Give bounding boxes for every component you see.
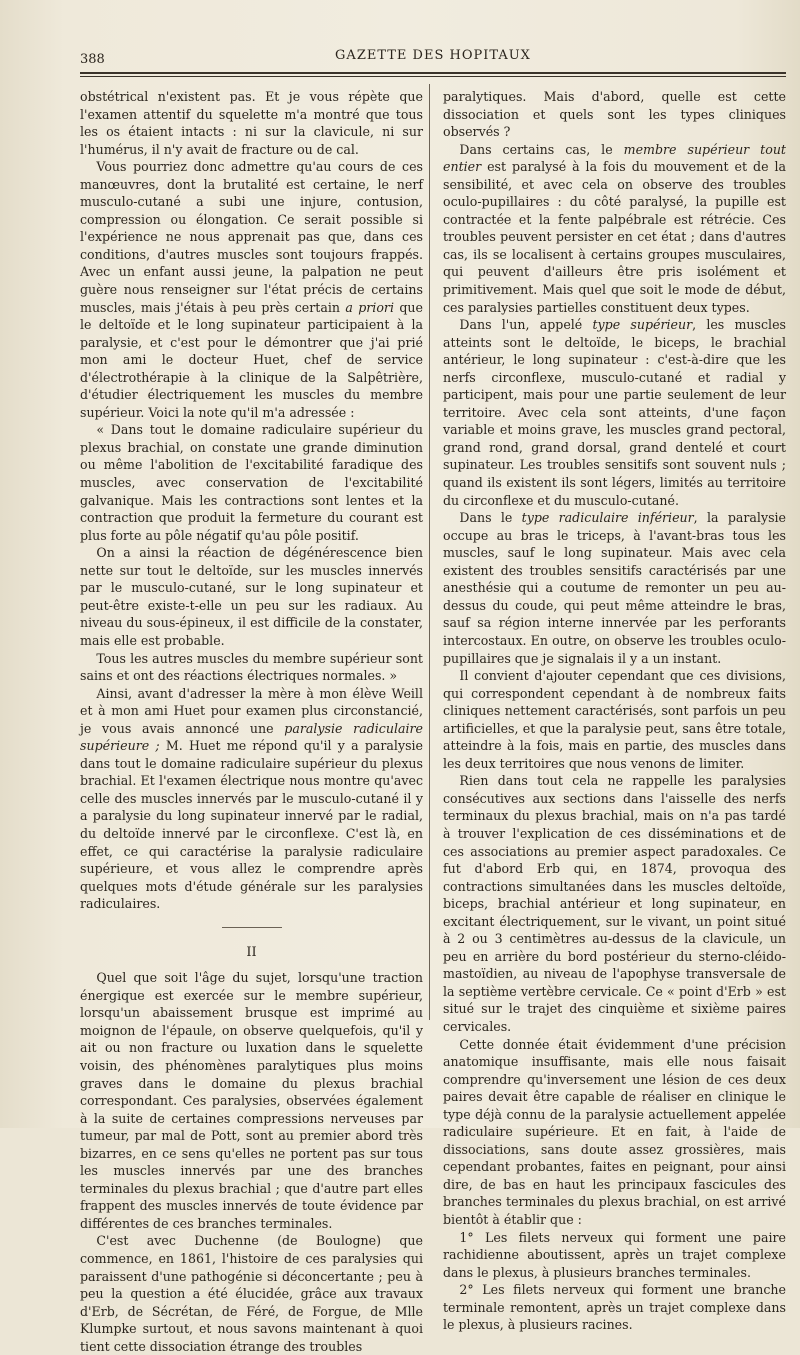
text-run: Dans le	[459, 510, 522, 526]
section-number: II	[246, 944, 257, 960]
left-column	[80, 88, 423, 1355]
quote-paragraph: « Dans tout le domaine radiculaire supérieur du plexus brachial, on constate une grande diminution ou même l'abolition de l'excitabilité faradique des muscles, avec conservation de l'excitabilité galvanique. Mais les contractions sont lentes et la contraction que produit la fermeture du courant est plus forte au pôle négatif qu'au pôle positif.	[80, 422, 423, 543]
paragraph: Quel que soit l'âge du sujet, lorsqu'une traction énergique est exercée sur le membre supérieur, lorsqu'un abaissement brusque est imprimé au moignon de l'épaule, on observe quelquefois, qu'il y ait ou non fracture ou luxation dans le squelette voisin, des phénomènes paralytiques plus moins graves dans le domaine du plexus brachial correspondant. Ces paralysies, observées également à la suite de certaines compressions nerveuses par tumeur, par mal de Pott, sont au premier abord très bizarres, en ce sens qu'elles ne portent pas sur tous les muscles innervés par une des branches terminales du plexus brachial ; que d'autre part elles frappent des muscles innervés de toute évidence par différentes de ces branches terminales.	[80, 970, 423, 1231]
paragraph: paralytiques. Mais d'abord, quelle est cette dissociation et quels sont les types cliniques observés ?	[443, 89, 786, 140]
list-paragraph: 2° Les filets nerveux qui forment une branche terminale remontent, après un trajet complexe dans le plexus, à plusieurs racines.	[443, 1282, 786, 1333]
text-run: Dans l'un, appelé	[459, 317, 593, 333]
italic-run: a priori	[345, 299, 394, 315]
paragraph: Rien dans tout cela ne rappelle les paralysies consécutives aux sections dans l'aisselle des nerfs terminaux du plexus brachial, mais on n'a pas tardé à trouver l'explication de ces disséminations et de ces associations au premier aspect paradoxales. Ce fut d'abord Erb qui, en 1874, provoqua des contractions simultanées dans les muscles deltoïde, biceps, brachial antérieur et long supinateur, en excitant électriquement, sur le vivant, un point situé à 2 ou 3 centimètres au-dessus de la clavicule, un peu en arrière du bord postérieur du sterno-cléido-mastoïdien, au niveau de l'apophyse transversale de la septième vertèbre cervicale. Ce « point d'Erb » est situé sur le trajet des cinquième et sixième paires cervicales.	[443, 773, 786, 1034]
text-run: M. Huet me répond qu'il y a paralysie dans tout le domaine radiculaire supérieur du plexus brachial. Et l'examen électrique nous montre qu'avec celle des muscles innervés par le musculo-cutané il y a paralysie du long supinateur innervé par le radial, du deltoïde innervé par le circonflexe. C'est là, en effet, ce qui caractérise la paralysie radiculaire supérieure, et vous allez le comprendre après quelques mots d'étude générale sur les paralysies radiculaires.	[80, 738, 424, 912]
italic-run: type supérieur	[592, 317, 693, 333]
quote-paragraph: Tous les autres muscles du membre supérieur sont sains et ont des réactions électriques normales. »	[80, 650, 423, 684]
italic-run: membre supérieur tout entier	[443, 141, 786, 175]
header-rule-thin	[80, 76, 786, 77]
paragraph: Cette donnée était évidemment d'une précision anatomique insuffisante, mais elle nous faisait comprendre qu'inversement une lésion de ces deux paires devait être capable de réaliser en clinique le type déjà connu de la paralysie actuellement appelée radiculaire supérieure. Et en fait, à l'aide de dissociations, sans doute assez grossières, mais cependant probantes, faites en peignant, pour ainsi dire, de bas en haut les principaux fascicules des branches terminales du plexus brachial, on est arrivé bientôt à établir que :	[443, 1036, 786, 1227]
paragraph: C'est avec Duchenne (de Boulogne) que commence, en 1861, l'histoire de ces paralysies qui paraissent d'une pathogénie si déconcertante ; peu à peu la question a été élucidée, grâce aux travaux d'Erb, de Sécrétan, de Féré, de Forgue, de Mlle Klumpke surtout, et nous savons maintenant à quoi tient cette dissociation étrange des troubles	[80, 1233, 423, 1354]
section-separator	[222, 927, 282, 928]
header-rule	[80, 72, 786, 74]
paragraph	[443, 141, 786, 316]
page-number: 388	[80, 52, 105, 67]
column-divider	[429, 84, 430, 1020]
list-paragraph: 1° Les filets nerveux qui forment une paire rachidienne aboutissent, après un trajet complexe dans le plexus, à plusieurs branches terminales.	[443, 1229, 786, 1280]
running-title: GAZETTE DES HOPITAUX	[335, 48, 531, 63]
text-run: Ainsi, avant d'adresser la mère à mon élève Weill et à mon ami Huet pour examen plus circonstancié, je vous avais annoncé une	[80, 685, 423, 736]
paragraph: obstétrical n'existent pas. Et je vous répète que l'examen attentif du squelette m'a montré que tous les os étaient intacts : ni sur la clavicule, ni sur l'humérus, il n'y avait de fracture ou de cal.	[80, 89, 423, 157]
text-run: , la paralysie occupe au bras le triceps, à l'avant-bras tous les muscles, sauf le long supinateur. Mais avec cela existent des troubles sensitifs caractérisés par une anesthésie qui a coutume de remonter un peu au-dessus du coude, qui peut même atteindre le bras, sauf sa région interne innervée par les perforants intercostaux. En outre, on observe les troubles oculo-pupillaires que je signalais il y a un instant.	[443, 510, 787, 666]
italic-run: paralysie radiculaire supérieure ;	[80, 720, 423, 754]
text-run: Vous pourriez donc admettre qu'au cours de ces manœuvres, dont la brutalité est certaine, le nerf musculo-cutané a subi une injure, contusion, compression ou élongation. Ce serait possible si l'expérience ne nous apprenait pas que, dans ces conditions, d'autres muscles sont toujours frappés. Avec un enfant aussi jeune, la palpation ne peut guère nous renseigner sur l'état précis de certains muscles, mais j'étais à peu près certain	[80, 159, 423, 315]
page-header	[80, 46, 786, 70]
paragraph	[443, 316, 786, 509]
paragraph: Il convient d'ajouter cependant que ces divisions, qui correspondent cependant à de nombreux faits cliniques nettement caractérisés, sont parfois un peu artificielles, et que la paralysie peut, sans être totale, atteindre à la fois, mais en partie, des muscles dans les deux territoires que nous venons de limiter.	[443, 668, 786, 771]
text-run: Dans certains cas, le	[459, 141, 624, 157]
paragraph	[80, 685, 423, 913]
italic-run: type radiculaire inférieur	[521, 510, 694, 526]
quote-paragraph: On a ainsi la réaction de dégénérescence bien nette sur tout le deltoïde, sur les muscles innervés par le musculo-cutané, sur le long supinateur et peut-être existe-t-elle un peu sur les radiaux. Au niveau du sous-épineux, il est difficile de la constater, mais elle est probable.	[80, 545, 423, 648]
text-run: que le deltoïde et le long supinateur participaient à la paralysie, et c'est pour le démontrer que j'ai prié mon ami le docteur Huet, chef de service d'électrothérapie à la clinique de la Salpêtrière, d'étudier électriquement les muscles du membre supérieur. Voici la note qu'il m'a adressée :	[80, 299, 423, 420]
paragraph	[443, 509, 786, 667]
text-run: est paralysé à la fois du mouvement et de la sensibilité, et avec cela on observe des troubles oculo-pupillaires : du côté paralysé, la pupille est contractée et la fente palpébrale est rétrécie. Ces troubles peuvent persister en cet état ; dans d'autres cas, ils se localisent à certains groupes musculaires, qui peuvent d'ailleurs être pris isolément et primitivement. Mais quel que soit le mode de début, ces paralysies partielles constituent deux types.	[443, 159, 786, 315]
paragraph	[80, 158, 423, 421]
right-column	[443, 88, 786, 1334]
text-run: , les muscles atteints sont le deltoïde, le biceps, le brachial antérieur, le long supinateur : c'est-à-dire que les nerfs circonflexe, musculo-cutané et radial y participent, mais pour une partie seulement de leur territoire. Avec cela sont atteints, d'une façon variable et moins grave, les muscles grand pectoral, grand rond, grand dorsal, grand dentelé et court supinateur. Les troubles sensitifs sont souvent nuls ; quand ils existent ils sont légers, limités au territoire du circonflexe et du musculo-cutané.	[443, 317, 786, 508]
